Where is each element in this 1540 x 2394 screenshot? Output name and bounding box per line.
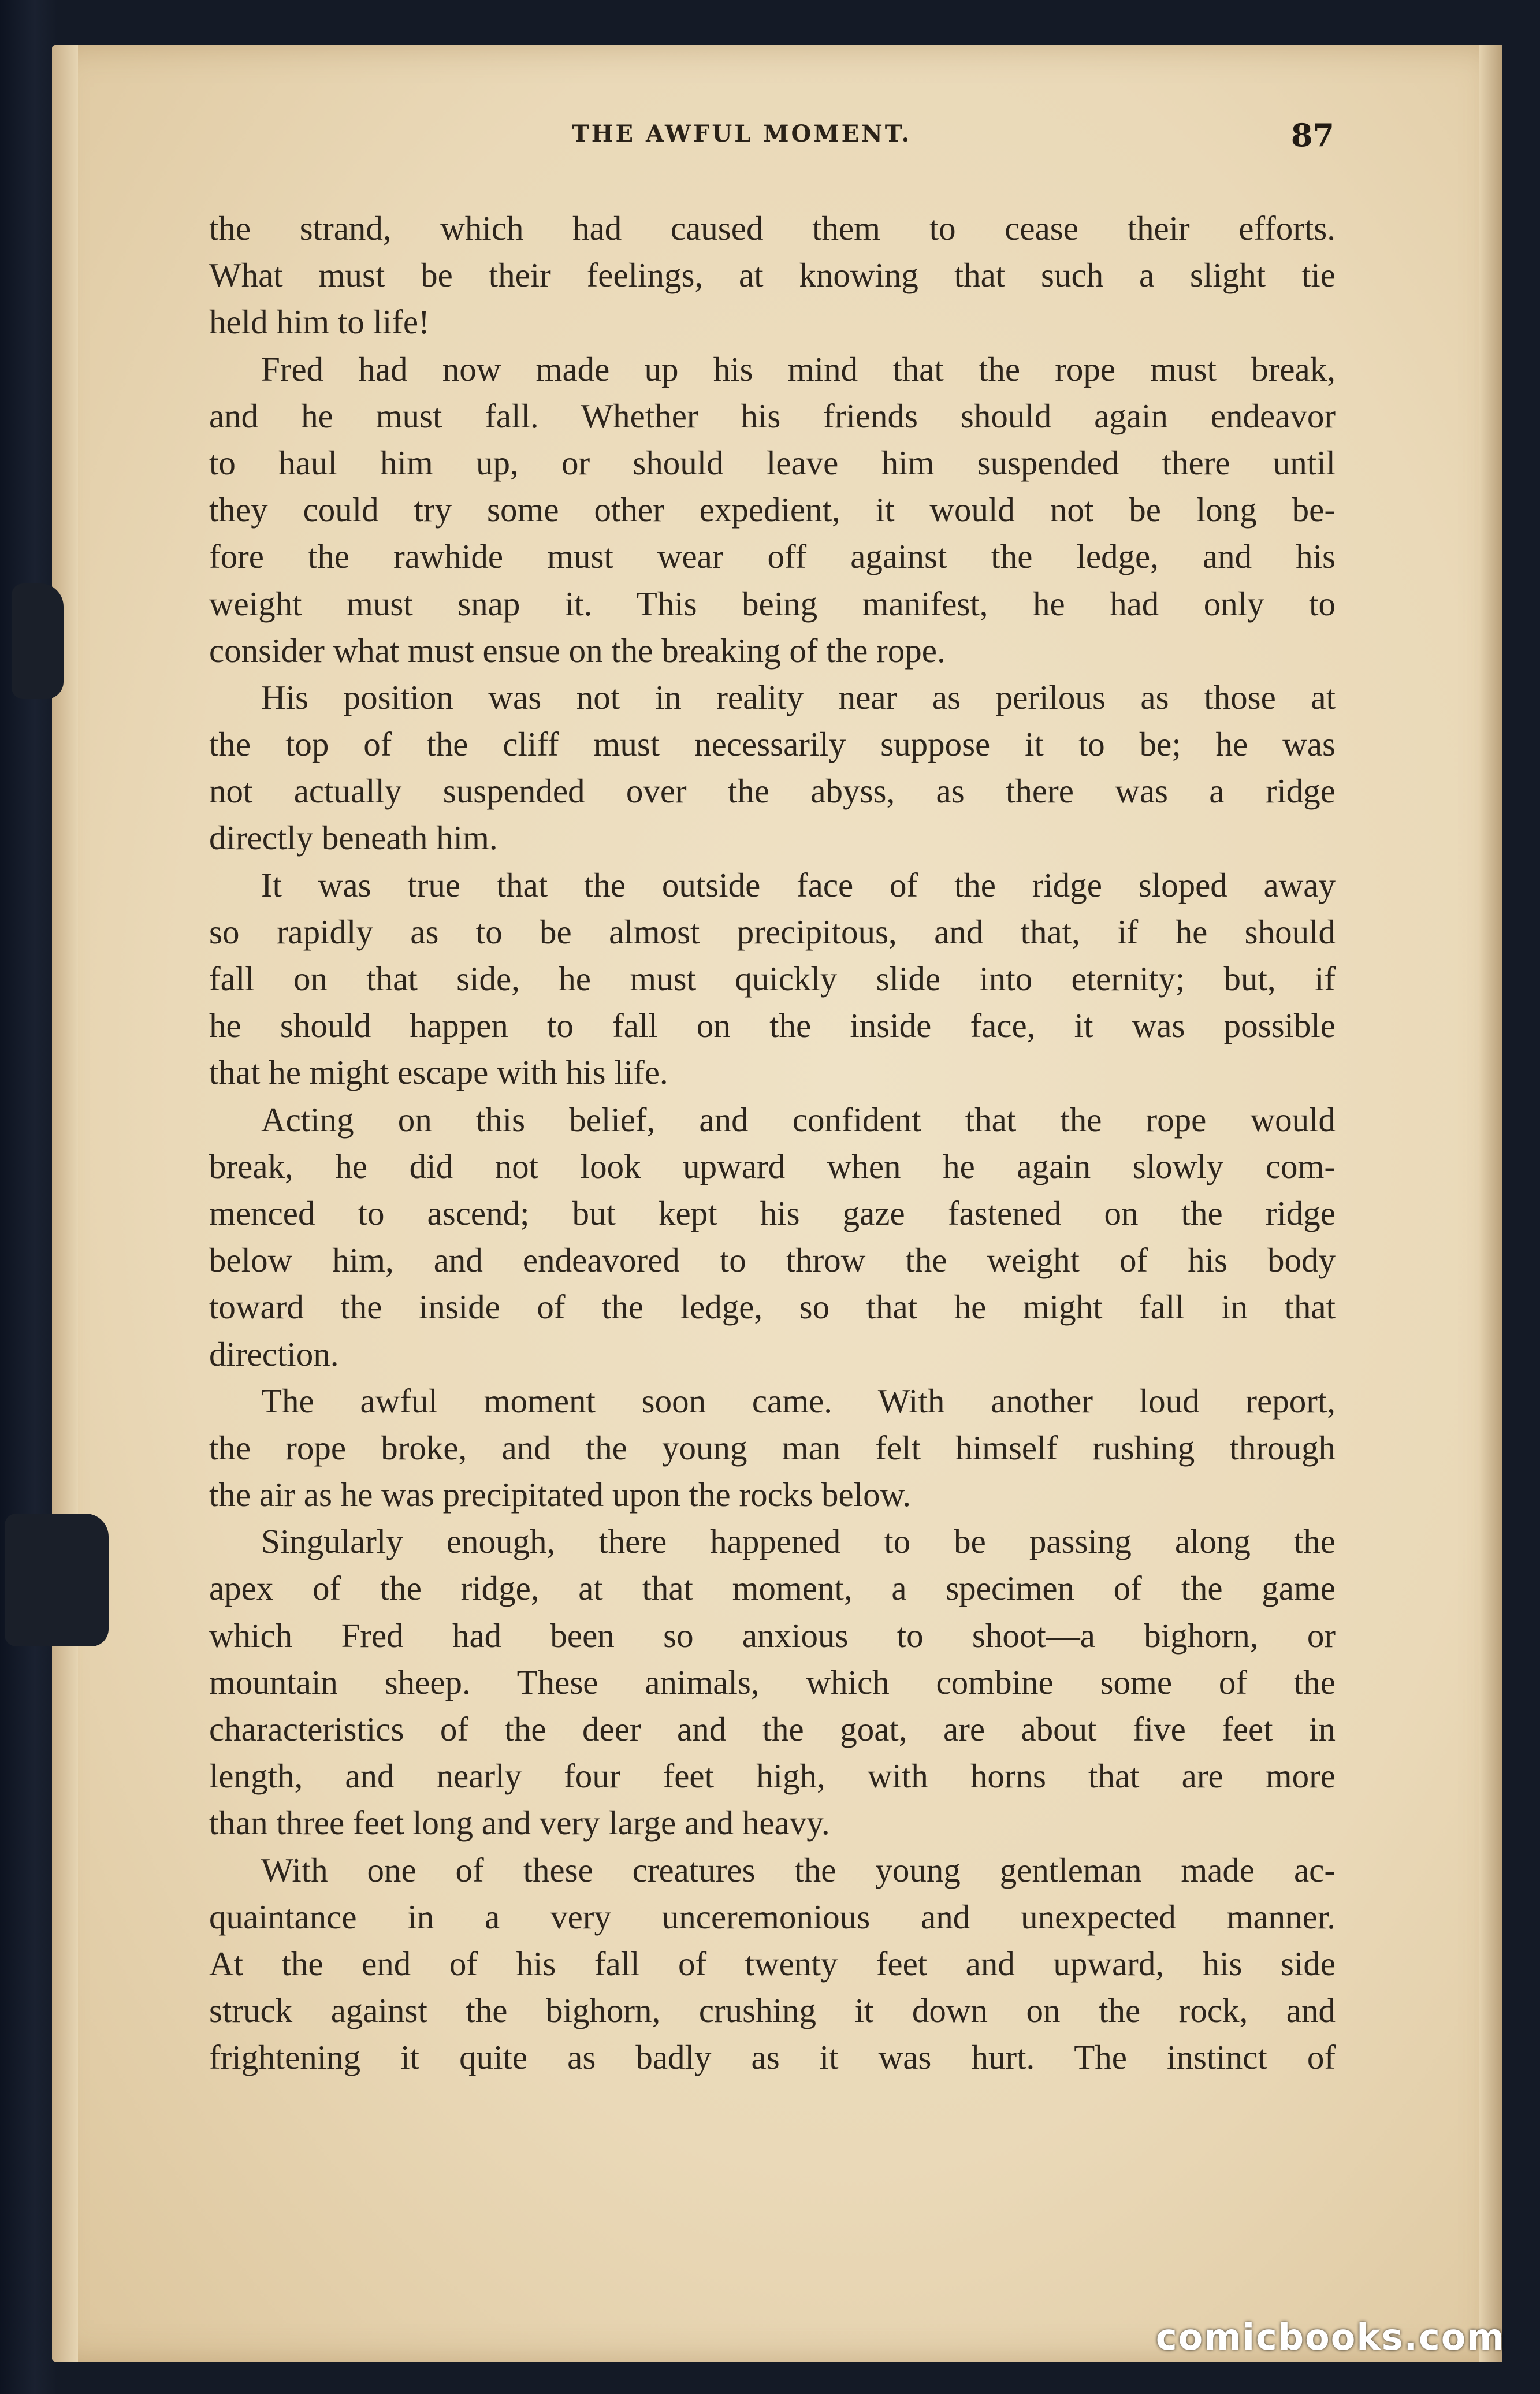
text-line: characteristics of the deer and the goat, are about five feet in	[209, 1710, 1336, 1748]
text-line: directly beneath him.	[209, 819, 498, 857]
text-line: The awful moment soon came. With another loud report,	[261, 1381, 1336, 1420]
text-line: below him, and endeavored to throw the weight of his body	[209, 1241, 1336, 1280]
text-line: not actually suspended over the abyss, as there was a ridge	[209, 772, 1336, 811]
text-line: length, and nearly four feet high, with horns that are more	[209, 1757, 1336, 1796]
text-line: they could try some other expedient, it would not be long be-	[209, 490, 1336, 529]
running-head: THE AWFUL MOMENT.	[572, 120, 912, 147]
text-line: What must be their feelings, at knowing that such a slight tie	[209, 256, 1336, 295]
page-edge-shadow	[1479, 45, 1502, 2362]
text-line: Singularly enough, there happened to be passing along the	[261, 1522, 1336, 1561]
text-line: the top of the cliff must necessarily suppose it to be; he was	[209, 725, 1336, 764]
text-line: that he might escape with his life.	[209, 1053, 668, 1092]
text-line: which Fred had been so anxious to shoot—a bighorn, or	[209, 1616, 1336, 1655]
text-line: fall on that side, he must quickly slide into eternity; but, if	[209, 960, 1336, 998]
page-header	[208, 117, 1334, 161]
text-line: to haul him up, or should leave him suspended there until	[209, 443, 1336, 482]
text-line: At the end of his fall of twenty feet and upward, his side	[209, 1944, 1336, 1983]
text-line: the rope broke, and the young man felt himself rushing through	[209, 1428, 1336, 1467]
text-line: apex of the ridge, at that moment, a specimen of the game	[209, 1569, 1336, 1608]
text-line: Acting on this belief, and confident that the rope would	[261, 1100, 1336, 1139]
text-line: than three feet long and very large and heavy.	[209, 1804, 830, 1842]
text-line: With one of these creatures the young gentleman made ac-	[261, 1850, 1336, 1889]
text-line: direction.	[209, 1334, 339, 1373]
text-line: so rapidly as to be almost precipitous, and that, if he should	[209, 912, 1336, 951]
text-line: the strand, which had caused them to cease their efforts.	[209, 209, 1336, 247]
page-gutter	[52, 45, 78, 2362]
page-number: 87	[1290, 117, 1334, 154]
text-line: weight must snap it. This being manifest, he had only to	[209, 584, 1336, 623]
text-line: struck against the bighorn, crushing it down on the rock, and	[209, 1991, 1336, 2030]
text-line: fore the rawhide must wear off against the ledge, and his	[209, 537, 1336, 576]
text-line: he should happen to fall on the inside face, it was possible	[209, 1006, 1336, 1045]
text-line: It was true that the outside face of the ridge sloped away	[261, 865, 1336, 904]
body-text	[209, 205, 1336, 2081]
text-line: quaintance in a very unceremonious and unexpected manner.	[209, 1897, 1336, 1936]
text-line: frightening it quite as badly as it was hurt. The instinct of	[209, 2038, 1336, 2077]
text-line: held him to life!	[209, 303, 430, 341]
text-line: mountain sheep. These animals, which combine some of the	[209, 1663, 1336, 1701]
text-line: toward the inside of the ledge, so that he might fall in that	[209, 1288, 1336, 1326]
text-line: consider what must ensue on the breaking of the rope.	[209, 631, 946, 670]
page-tear	[5, 1514, 109, 1646]
text-line: Fred had now made up his mind that the rope must break,	[261, 350, 1336, 388]
site-watermark: comicbooks.com	[1155, 2316, 1505, 2358]
text-line: the air as he was precipitated upon the rocks below.	[209, 1475, 912, 1514]
text-line: and he must fall. Whether his friends should again endeavor	[209, 396, 1336, 435]
text-line: menced to ascend; but kept his gaze fastened on the ridge	[209, 1194, 1336, 1232]
text-line: His position was not in reality near as perilous as those at	[261, 678, 1336, 716]
page-tear	[12, 583, 64, 699]
text-line: break, he did not look upward when he again slowly com-	[209, 1147, 1336, 1185]
